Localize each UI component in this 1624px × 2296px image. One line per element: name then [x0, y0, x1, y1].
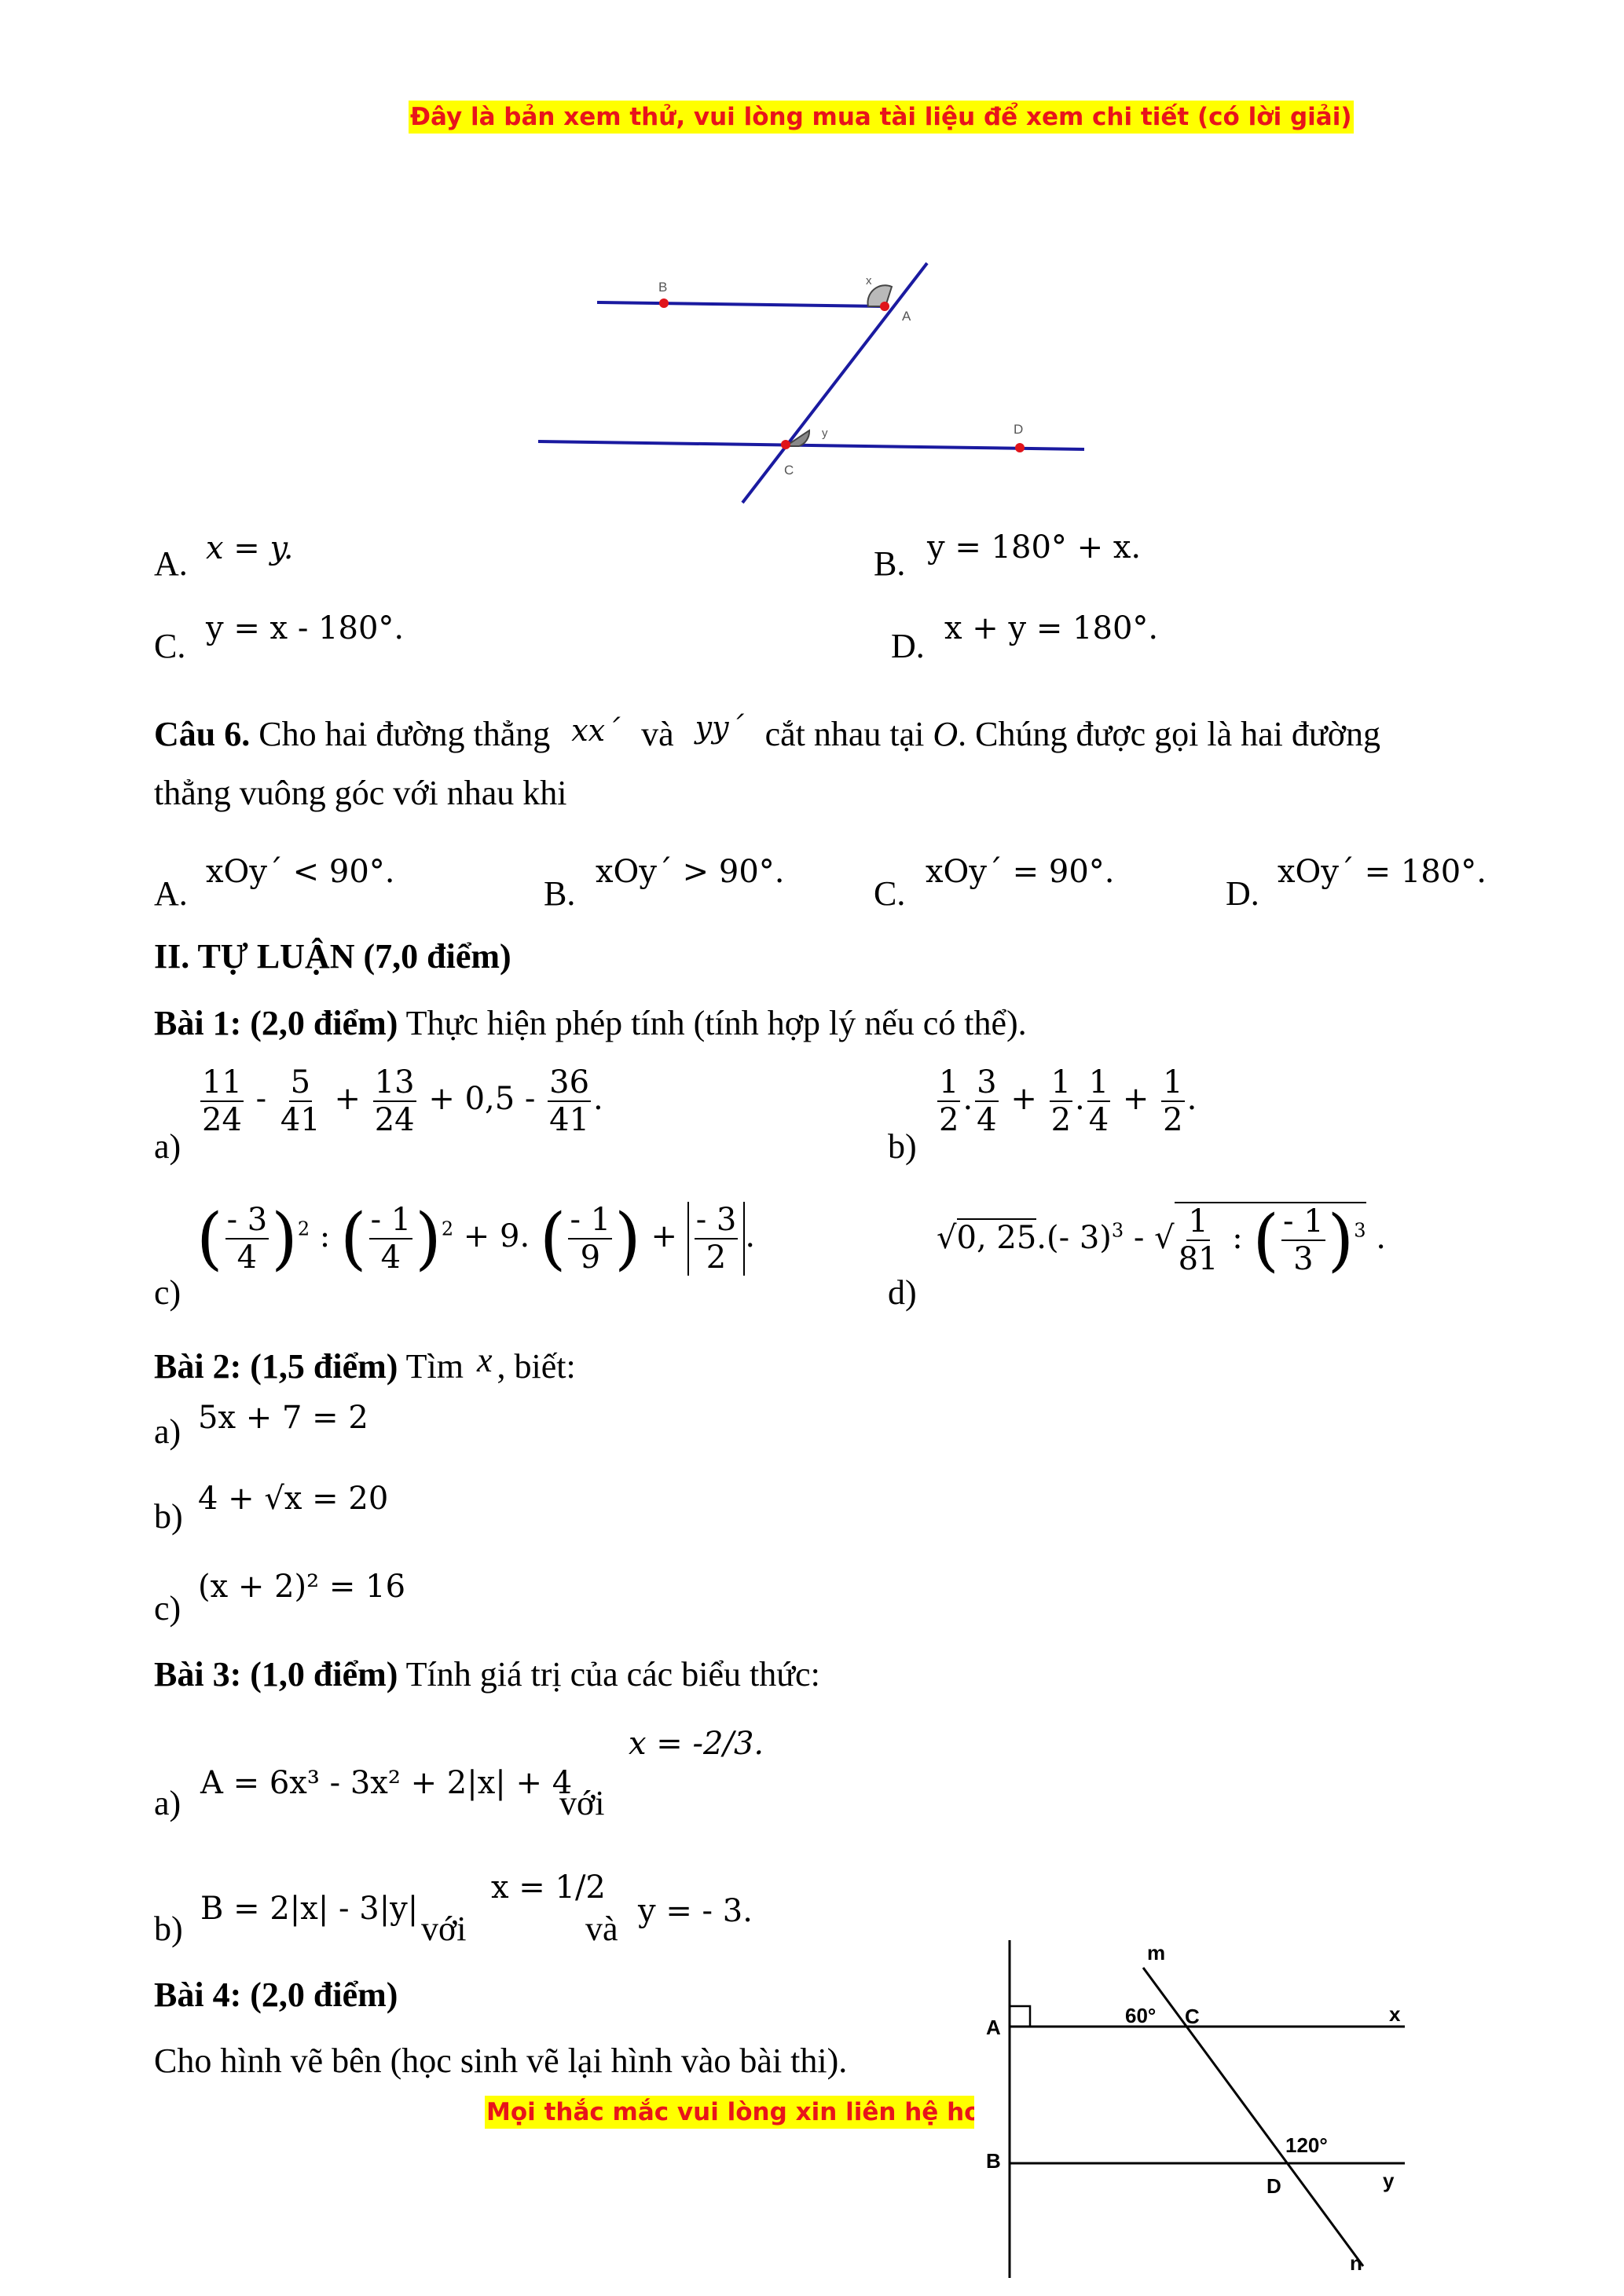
point-a	[880, 302, 889, 311]
bai2-heading	[154, 1338, 576, 1389]
q5-option-a-label: A.	[154, 544, 188, 583]
bai2-var: x	[476, 1341, 493, 1379]
bai1-a-expr: $\frac{11}{24}$ - $\frac{5}{41}$ + $\frac{13}{24}$ + 0,5 - $\frac{36}{41}$ .	[202, 1064, 603, 1138]
label-c: C	[784, 463, 794, 478]
contact-banner: Mọi thắc mắc vui lòng xin liên hệ hotlir	[485, 2096, 1023, 2129]
q6-text3: . Chúng được gọi là hai đường	[958, 715, 1380, 753]
q5-option-b-expr: y = 180° + x.	[927, 529, 1142, 566]
label-a: A	[986, 2016, 1001, 2039]
q5-option-a-expr: x = y.	[206, 530, 294, 566]
q6-option-c-label: C.	[874, 874, 906, 913]
bai1-text: Thực hiện phép tính (tính hợp lý nếu có thể).	[398, 1004, 1027, 1042]
bai1-d-label: d)	[888, 1273, 917, 1312]
q6-option-c-expr: xOy´ = 90°.	[926, 854, 1115, 890]
q6-and: và	[641, 715, 674, 753]
q6-option-d-expr: xOy´ = 180°.	[1278, 854, 1487, 890]
q6-o: O	[933, 715, 959, 753]
q5-option-c-label: C.	[154, 627, 186, 665]
line-ba	[597, 302, 884, 306]
q6-option-b-label: B.	[544, 874, 576, 913]
bai3-b-label: b)	[154, 1910, 183, 1948]
point-d	[1015, 443, 1025, 452]
label-x: x	[866, 274, 872, 287]
bai3-a-with: với	[559, 1784, 605, 1822]
bai2-a-label: a)	[154, 1412, 181, 1451]
bai2-c-expr: (x + 2)² = 16	[198, 1569, 406, 1605]
bai3-b-expr: B = 2|x| - 3|y|	[200, 1891, 419, 1927]
bai3-b-cond1: x = 1/2	[491, 1869, 606, 1906]
q6-title: Câu 6.	[154, 715, 251, 753]
bai3-text: Tính giá trị của các biểu thức:	[398, 1655, 820, 1694]
bai4-title: Bài 4: (2,0 điểm)	[154, 1976, 398, 2014]
label-d: D	[1014, 422, 1024, 437]
bai3-b-cond2: y = - 3.	[638, 1893, 753, 1929]
bai2-a-expr: 5x + 7 = 2	[198, 1400, 368, 1436]
bai3-a-label: a)	[154, 1784, 181, 1822]
bai2-title: Bài 2: (1,5 điểm)	[154, 1347, 398, 1386]
bai3-b-and: và	[585, 1910, 618, 1948]
section-title: II. TỰ LUẬN (7,0 điểm)	[154, 937, 511, 976]
bai1-b-label: b)	[888, 1127, 917, 1166]
bai1-d-expr: √0, 25.(- 3)$^3$ - √ $\frac{1}{81}$ : ( $\frac{- 1}{3}$ )$^3$ .	[937, 1201, 1386, 1280]
bai3-heading	[154, 1653, 820, 1697]
q6-text1: Cho hai đường thẳng	[258, 715, 551, 753]
bai2-b-label: b)	[154, 1497, 183, 1536]
point-c	[781, 440, 790, 449]
q5-option-c-expr: y = x - 180°.	[206, 610, 405, 646]
label-120: 120°	[1285, 2133, 1328, 2157]
bai2-text: Tìm	[398, 1347, 464, 1386]
line-mn	[1143, 1968, 1363, 2266]
q5-option-b-label: B.	[874, 544, 906, 583]
label-n: n	[1350, 2251, 1362, 2275]
bai2-text2: , biết:	[497, 1347, 576, 1386]
label-c: C	[1185, 2005, 1200, 2028]
line-cd	[538, 441, 1084, 449]
label-x: x	[1389, 2002, 1401, 2026]
q6-xx: xx´	[571, 713, 621, 748]
bai1-c-expr: ( $\frac{- 3}{4}$ )$^2$ : ( $\frac{- 1}{4}$ )$^2$ + 9. ( $\frac{- 1}{9}$ ) + $\frac{- 3}{2}$ .	[196, 1199, 756, 1278]
bai2-c-label: c)	[154, 1589, 181, 1628]
q6-line1	[154, 705, 1380, 756]
figure-parallel-lines	[519, 251, 1092, 511]
bai1-c-label: c)	[154, 1273, 181, 1312]
q6-option-a-label: A.	[154, 874, 188, 913]
transversal	[742, 263, 927, 503]
bai3-title: Bài 3: (1,0 điểm)	[154, 1655, 398, 1694]
bai3-b-with: với	[421, 1910, 467, 1948]
label-60: 60°	[1125, 2004, 1157, 2027]
label-a: A	[902, 309, 911, 324]
label-d: D	[1267, 2174, 1281, 2198]
label-m: m	[1147, 1941, 1166, 1965]
label-y: y	[822, 427, 828, 440]
label-y: y	[1383, 2169, 1395, 2192]
point-b	[659, 298, 669, 308]
bai3-a-expr: A = 6x³ - 3x² + 2|x| + 4	[200, 1765, 573, 1801]
bai3-a-cond: x = -2/3.	[629, 1726, 764, 1762]
label-b: B	[658, 280, 668, 295]
bai1-a-label: a)	[154, 1127, 181, 1166]
q6-yy: yy´	[695, 710, 744, 745]
right-angle-mark	[1010, 2006, 1030, 2027]
q6-option-b-expr: xOy´ > 90°.	[596, 854, 785, 890]
q6-line2: thẳng vuông góc với nhau khi	[154, 774, 567, 812]
q6-option-d-label: D.	[1226, 874, 1259, 913]
q6-text2: cắt nhau tại	[764, 715, 925, 753]
q6-option-a-expr: xOy´ < 90°.	[206, 854, 395, 890]
label-b: B	[986, 2149, 1001, 2173]
bai1-b-expr: $\frac{1}{2}$ . $\frac{3}{4}$ + $\frac{1}{2}$ . $\frac{1}{4}$ + $\frac{1}{2}$ .	[939, 1064, 1197, 1138]
bai4-text: Cho hình vẽ bên (học sinh vẽ lại hình vào bài thi).	[154, 2041, 848, 2080]
bai1-heading	[154, 1002, 1027, 1045]
q5-option-d-label: D.	[891, 627, 925, 665]
q5-option-d-expr: x + y = 180°.	[944, 610, 1159, 646]
bai2-b-expr: 4 + √x = 20	[198, 1481, 389, 1517]
preview-banner: Đây là bản xem thử, vui lòng mua tài liệu để xem chi tiết (có lời giải)	[409, 101, 1354, 134]
bai1-title: Bài 1: (2,0 điểm)	[154, 1004, 398, 1042]
figure-geometry-bai4	[974, 1936, 1430, 2282]
